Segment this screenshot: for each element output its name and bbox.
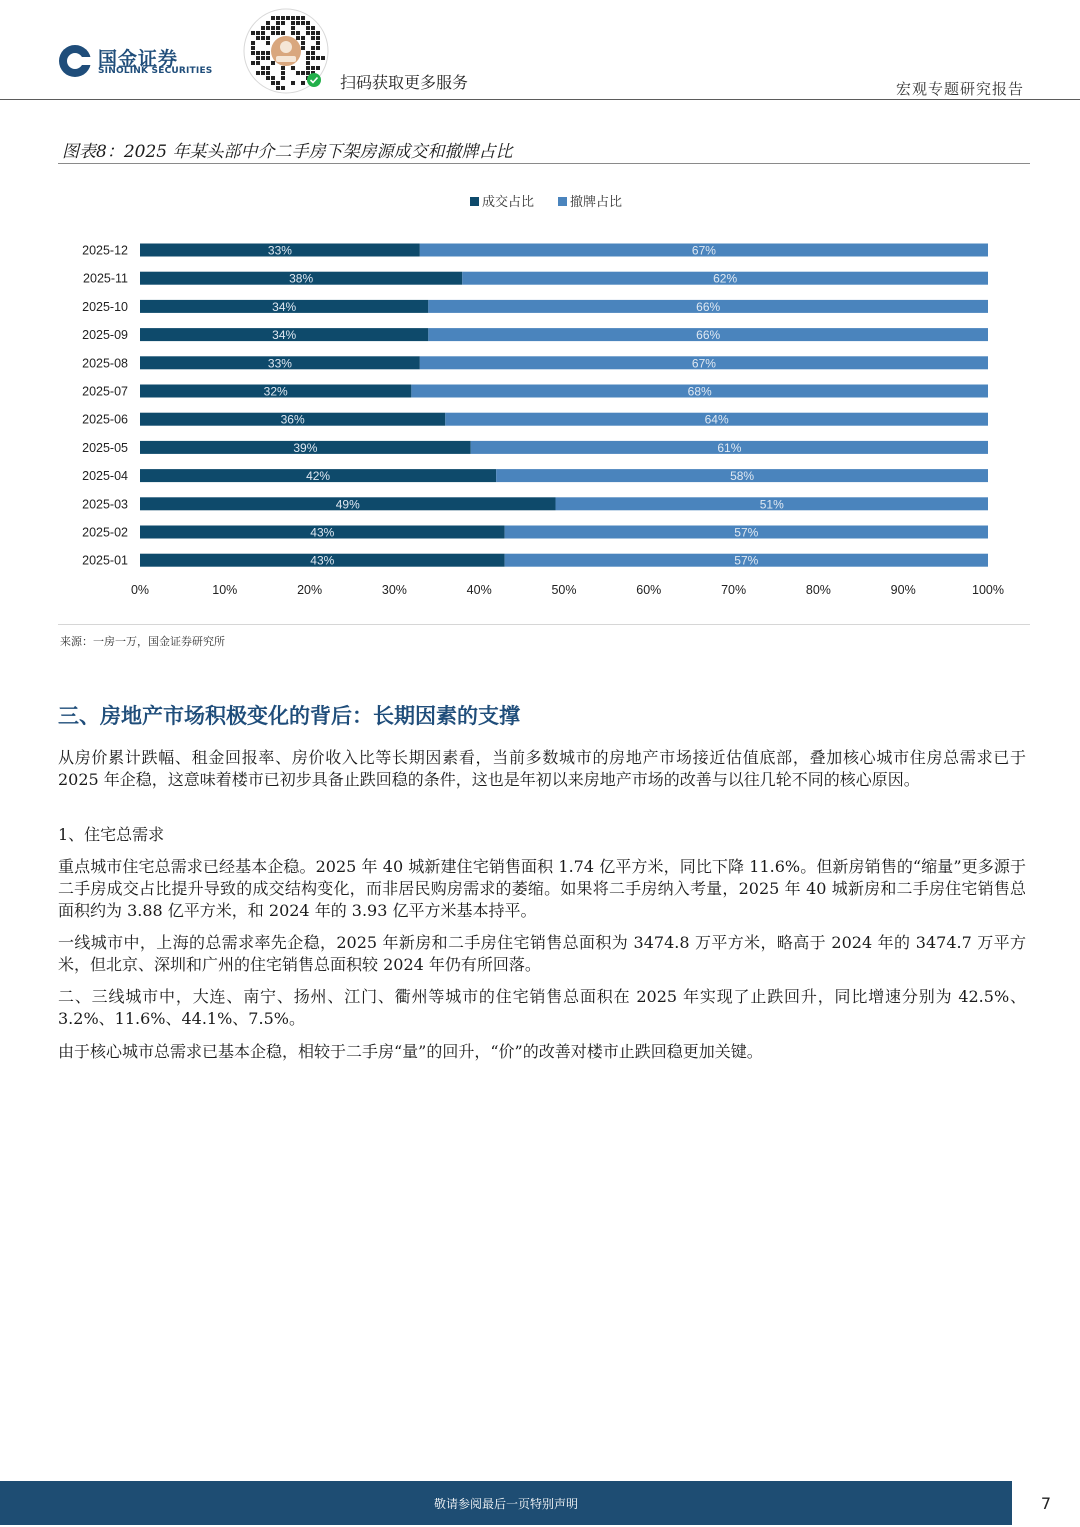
bar-data-label: 39% [293, 440, 318, 455]
bar-data-label: 36% [280, 412, 305, 427]
bar-data-label: 33% [267, 356, 292, 371]
page-header [0, 0, 1080, 100]
bar-data-label: 66% [696, 328, 721, 343]
bar-data-label: 33% [267, 243, 292, 258]
chart-bars [140, 244, 988, 568]
stacked-bar-chart [58, 170, 1030, 620]
figure-title-divider [58, 163, 1030, 164]
category-label: 2025-04 [82, 469, 128, 484]
bar-data-label: 49% [335, 497, 360, 512]
category-label: 2025-10 [82, 299, 128, 314]
bar-data-label: 38% [289, 271, 314, 286]
subheading-housing-demand: 1、住宅总需求 [58, 825, 165, 844]
bar-data-label: 68% [687, 384, 712, 399]
x-tick-label: 20% [297, 583, 323, 597]
category-label: 2025-11 [83, 271, 128, 286]
bar-data-label: 32% [263, 384, 288, 399]
category-label: 2025-01 [82, 553, 128, 568]
x-tick-label: 30% [381, 583, 407, 597]
x-tick-label: 10% [212, 583, 238, 597]
category-label: 2025-05 [82, 440, 128, 455]
category-label: 2025-08 [82, 356, 128, 371]
bar-data-label: 62% [713, 271, 738, 286]
x-tick-label: 80% [805, 583, 831, 597]
bar-data-label: 57% [734, 525, 759, 540]
x-tick-label: 60% [636, 583, 662, 597]
paragraph-4: 二、三线城市中，大连、南宁、扬州、江门、衢州等城市的住宅销售总面积在 2025 年实现了止跌回升，同比增速分别为 42.5%、3.2%、11.6%、44.1%、7.5%。 [58, 987, 1026, 1028]
bar-data-label: 42% [306, 469, 331, 484]
category-label: 2025-06 [82, 412, 128, 427]
bar-data-label: 34% [272, 299, 297, 314]
bar-data-label: 51% [759, 497, 784, 512]
bar-data-label: 67% [691, 356, 716, 371]
bar-data-label: 67% [691, 243, 716, 258]
paragraph-5: 由于核心城市总需求已基本企稳，相较于二手房“量”的回升，“价”的改善对楼市止跌回稳更加关键。 [58, 1042, 763, 1061]
bar-data-label: 64% [704, 412, 729, 427]
logo-company-name: 国金证券 [98, 48, 179, 70]
section-heading: 三、房地产市场积极变化的背后：长期因素的支撑 [58, 704, 520, 728]
paragraph-2: 重点城市住宅总需求已经基本企稳。2025 年 40 城新建住宅销售面积 1.74 亿平方米，同比下降 11.6%。但新房销售的“缩量”更多源于二手房成交占比提升导致的成交结构变化，而非居民购房需求的萎缩。如果将二手房纳入考量，2025 年 40 城新房和二手房住宅销售总面积约为 3.88 亿平方米，和 2024 年的 3.93 亿平方米基本持平。 [58, 857, 1026, 920]
paragraph-3: 一线城市中，上海的总需求率先企稳，2025 年新房和二手房住宅销售总面积为 3474.8 万平方米，略高于 2024 年的 3474.7 万平方米，但北京、深圳和广州的住宅销售总面积较 2024 年仍有所回落。 [58, 933, 1026, 974]
x-tick-label: 50% [551, 583, 577, 597]
chart-category-labels [82, 244, 128, 568]
paragraph-1: 从房价累计跌幅、租金回报率、房价收入比等长期因素看，当前多数城市的房地产市场接近估值底部，叠加核心城市住房总需求已于 2025 年企稳，这意味着楼市已初步具备止跌回稳的条件，这也是年初以来房地产市场的改善与以往几轮不同的核心原因。 [58, 748, 1026, 789]
x-tick-label: 40% [466, 583, 492, 597]
footer-disclaimer-link[interactable]: 敬请参阅最后一页特别声明 [433, 1497, 578, 1511]
legend-label-0: 成交占比 [482, 194, 535, 209]
sinolink-logo-icon [58, 44, 92, 78]
chart-x-tick-labels [131, 583, 1004, 597]
legend-swatch-0 [470, 197, 479, 206]
qr-code-label: 扫码获取更多服务 [340, 73, 469, 92]
report-type-label: 宏观专题研究报告 [895, 80, 1024, 98]
bar-data-label: 43% [310, 525, 335, 540]
bar-data-label: 34% [272, 328, 297, 343]
chart-legend [470, 194, 622, 209]
bar-data-label: 43% [310, 553, 335, 568]
header-divider [0, 99, 1080, 100]
bar-data-label: 66% [696, 299, 721, 314]
figure-title: 图表8：2025 年某头部中介二手房下架房源成交和撤牌占比 [62, 142, 513, 162]
bar-data-label: 57% [734, 553, 759, 568]
figure-bottom-divider [58, 624, 1030, 625]
category-label: 2025-07 [82, 384, 128, 399]
category-label: 2025-03 [82, 497, 128, 512]
legend-label-1: 撤牌占比 [570, 194, 623, 209]
x-tick-label: 0% [130, 583, 150, 597]
legend-swatch-1 [558, 197, 567, 206]
qr-code-icon[interactable] [243, 8, 329, 94]
category-label: 2025-02 [82, 525, 128, 540]
category-label: 2025-12 [82, 243, 128, 258]
page-number: 7 [1040, 1494, 1052, 1513]
x-tick-label: 90% [890, 583, 916, 597]
category-label: 2025-09 [82, 328, 128, 343]
x-tick-label: 70% [721, 583, 747, 597]
logo-company-english: SINOLINK SECURITIES [98, 66, 213, 76]
bar-data-label: 61% [717, 440, 742, 455]
bar-data-label: 58% [730, 469, 755, 484]
figure-source: 来源：一房一万，国金证券研究所 [60, 635, 225, 648]
x-tick-label: 100% [972, 583, 1004, 597]
